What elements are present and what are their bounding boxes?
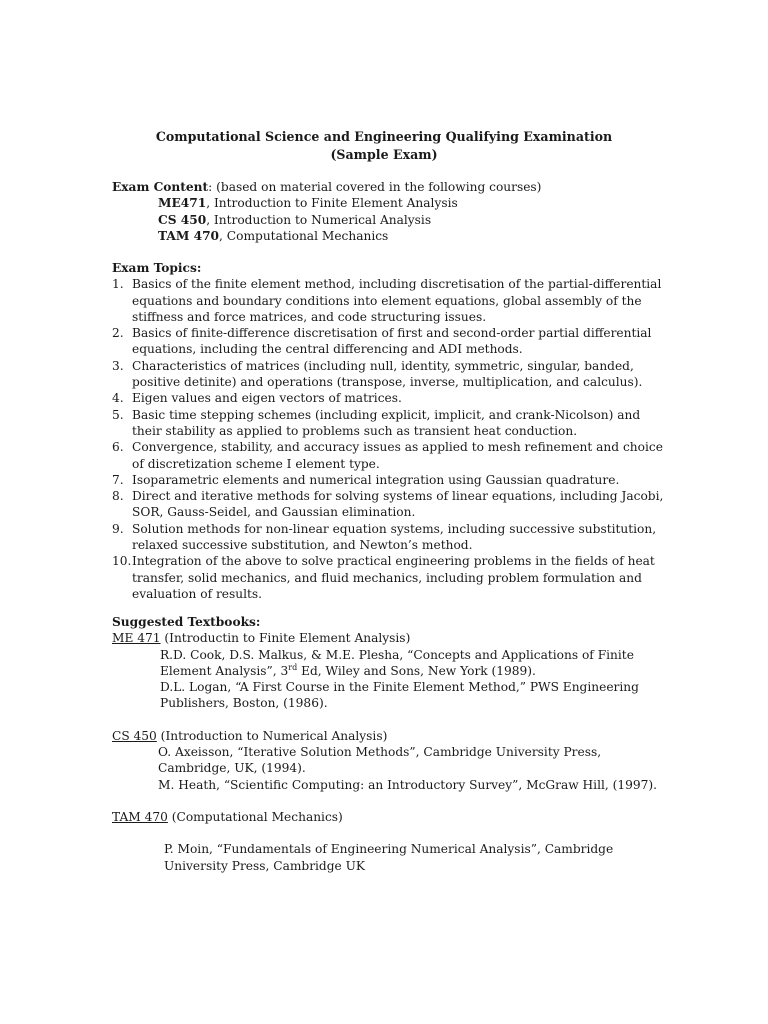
- list-item: [112, 521, 672, 554]
- item-text: Eigen values and eigen vectors of matrices.: [132, 391, 402, 406]
- reference-list: [112, 841, 672, 874]
- superscript: rd: [288, 662, 298, 672]
- course-code: TAM 470: [112, 809, 168, 824]
- item-text: Direct and iterative methods for solving systems of linear equations, including Jacobi, SOR, Gauss-Seidel, and Gaussian elimination.: [132, 489, 664, 520]
- list-item: [112, 472, 672, 488]
- course-line: [112, 195, 672, 211]
- item-number: 6.: [112, 440, 124, 455]
- item-number: 4.: [112, 391, 124, 406]
- reference-text: M. Heath, “Scientific Computing: an Introductory Survey”, McGraw Hill, (1997).: [158, 777, 658, 792]
- item-text: Basics of the finite element method, including discretisation of the partial-differential equations and boundary conditions into element equations, global assembly of the stiffness and force matrices, and code structuring issues.: [132, 277, 662, 324]
- course-name: (Introduction to Numerical Analysis): [156, 728, 388, 743]
- item-number: 8.: [112, 489, 124, 504]
- course-name: , Introduction to Numerical Analysis: [206, 212, 432, 227]
- item-number: 1.: [112, 277, 124, 292]
- reference-text: D.L. Logan, “A First Course in the Finite Element Method,” PWS Engineering: [160, 680, 639, 695]
- course-reference-heading: [112, 630, 672, 646]
- item-text: Characteristics of matrices (including null, identity, symmetric, singular, banded, positive detinite) and operations (transpose, inverse, multiplication, and calculus).: [132, 358, 643, 390]
- course-reference-heading: [112, 728, 672, 744]
- item-number: 10.: [112, 554, 132, 569]
- exam-topics-section: [112, 260, 672, 602]
- course-name: , Introduction to Finite Element Analysis: [206, 196, 458, 211]
- course-code: ME 471: [112, 631, 161, 646]
- textbooks-section: [112, 614, 672, 874]
- exam-content-label: Exam Content: [112, 180, 209, 194]
- document-title: Computational Science and Engineering Qualifying Examination: [155, 129, 613, 144]
- reference-text: University Press, Cambridge UK: [164, 858, 365, 873]
- item-text: Isoparametric elements and numerical integration using Gaussian quadrature.: [132, 472, 620, 487]
- item-text: Basic time stepping schemes (including explicit, implicit, and crank-Nicolson) and their stability as applied to problems such as transient heat conduction.: [132, 407, 641, 438]
- item-text: Integration of the above to solve practical engineering problems in the fields of heat transfer, solid mechanics, and fluid mechanics, including problem formulation and evaluation of results.: [132, 554, 655, 601]
- list-item: [112, 325, 672, 358]
- course-code: CS 450: [112, 728, 157, 743]
- reference-text: O. Axeisson, “Iterative Solution Methods”, Cambridge University Press,: [158, 745, 602, 760]
- spacer: [112, 793, 672, 809]
- reference-list: [112, 744, 672, 793]
- list-item: [112, 439, 672, 472]
- course-name: (Computational Mechanics): [167, 809, 343, 824]
- exam-topics-heading: Exam Topics:: [112, 261, 202, 275]
- item-number: 5.: [112, 407, 124, 422]
- list-item: [112, 358, 672, 391]
- reference-text: Cambridge, UK, (1994).: [158, 761, 306, 776]
- course-code: CS 450: [158, 212, 207, 227]
- reference-text: R.D. Cook, D.S. Malkus, & M.E. Plesha, “Concepts and Applications of Finite: [160, 647, 634, 662]
- list-item: [112, 407, 672, 440]
- course-line: [112, 212, 672, 228]
- reference-text: Publishers, Boston, (1986).: [160, 696, 328, 711]
- spacer: [112, 712, 672, 728]
- exam-content-heading: [112, 179, 672, 195]
- list-item: [112, 390, 672, 406]
- course-name: , Computational Mechanics: [219, 228, 389, 243]
- course-code: TAM 470: [158, 228, 220, 243]
- exam-content-section: [112, 179, 672, 244]
- item-text: Basics of finite-difference discretisation of first and second-order partial differential equations, including the central differencing and ADI methods.: [132, 326, 652, 357]
- document-subtitle: (Sample Exam): [330, 147, 438, 162]
- item-number: 2.: [112, 326, 124, 341]
- course-code: ME471: [158, 196, 207, 211]
- reference-fragment: Ed, Wiley and Sons, New York (1989).: [297, 663, 536, 678]
- list-item: [112, 488, 672, 521]
- course-name: (Introductin to Finite Element Analysis): [160, 631, 411, 646]
- reference-text: [160, 663, 672, 679]
- item-number: 3.: [112, 358, 124, 373]
- item-text: Convergence, stability, and accuracy issues as applied to mesh refinement and choice of discretization scheme I element type.: [132, 440, 663, 471]
- exam-content-intro: : (based on material covered in the following courses): [208, 180, 542, 194]
- item-number: 7.: [112, 472, 124, 487]
- list-item: [112, 276, 672, 325]
- spacer: [112, 825, 672, 841]
- textbooks-heading: Suggested Textbooks:: [112, 615, 261, 629]
- reference-text: P. Moin, “Fundamentals of Engineering Numerical Analysis”, Cambridge: [164, 842, 614, 857]
- course-line: [112, 228, 672, 244]
- reference-fragment: Element Analysis”, 3: [160, 663, 289, 678]
- list-item: [112, 553, 672, 602]
- item-text: Solution methods for non-linear equation systems, including successive substitution, relaxed successive substitution, and Newton’s method.: [132, 521, 657, 553]
- item-number: 9.: [112, 521, 124, 536]
- exam-topics-list: [112, 276, 672, 602]
- reference-list: [112, 647, 672, 712]
- course-reference-heading: [112, 809, 672, 825]
